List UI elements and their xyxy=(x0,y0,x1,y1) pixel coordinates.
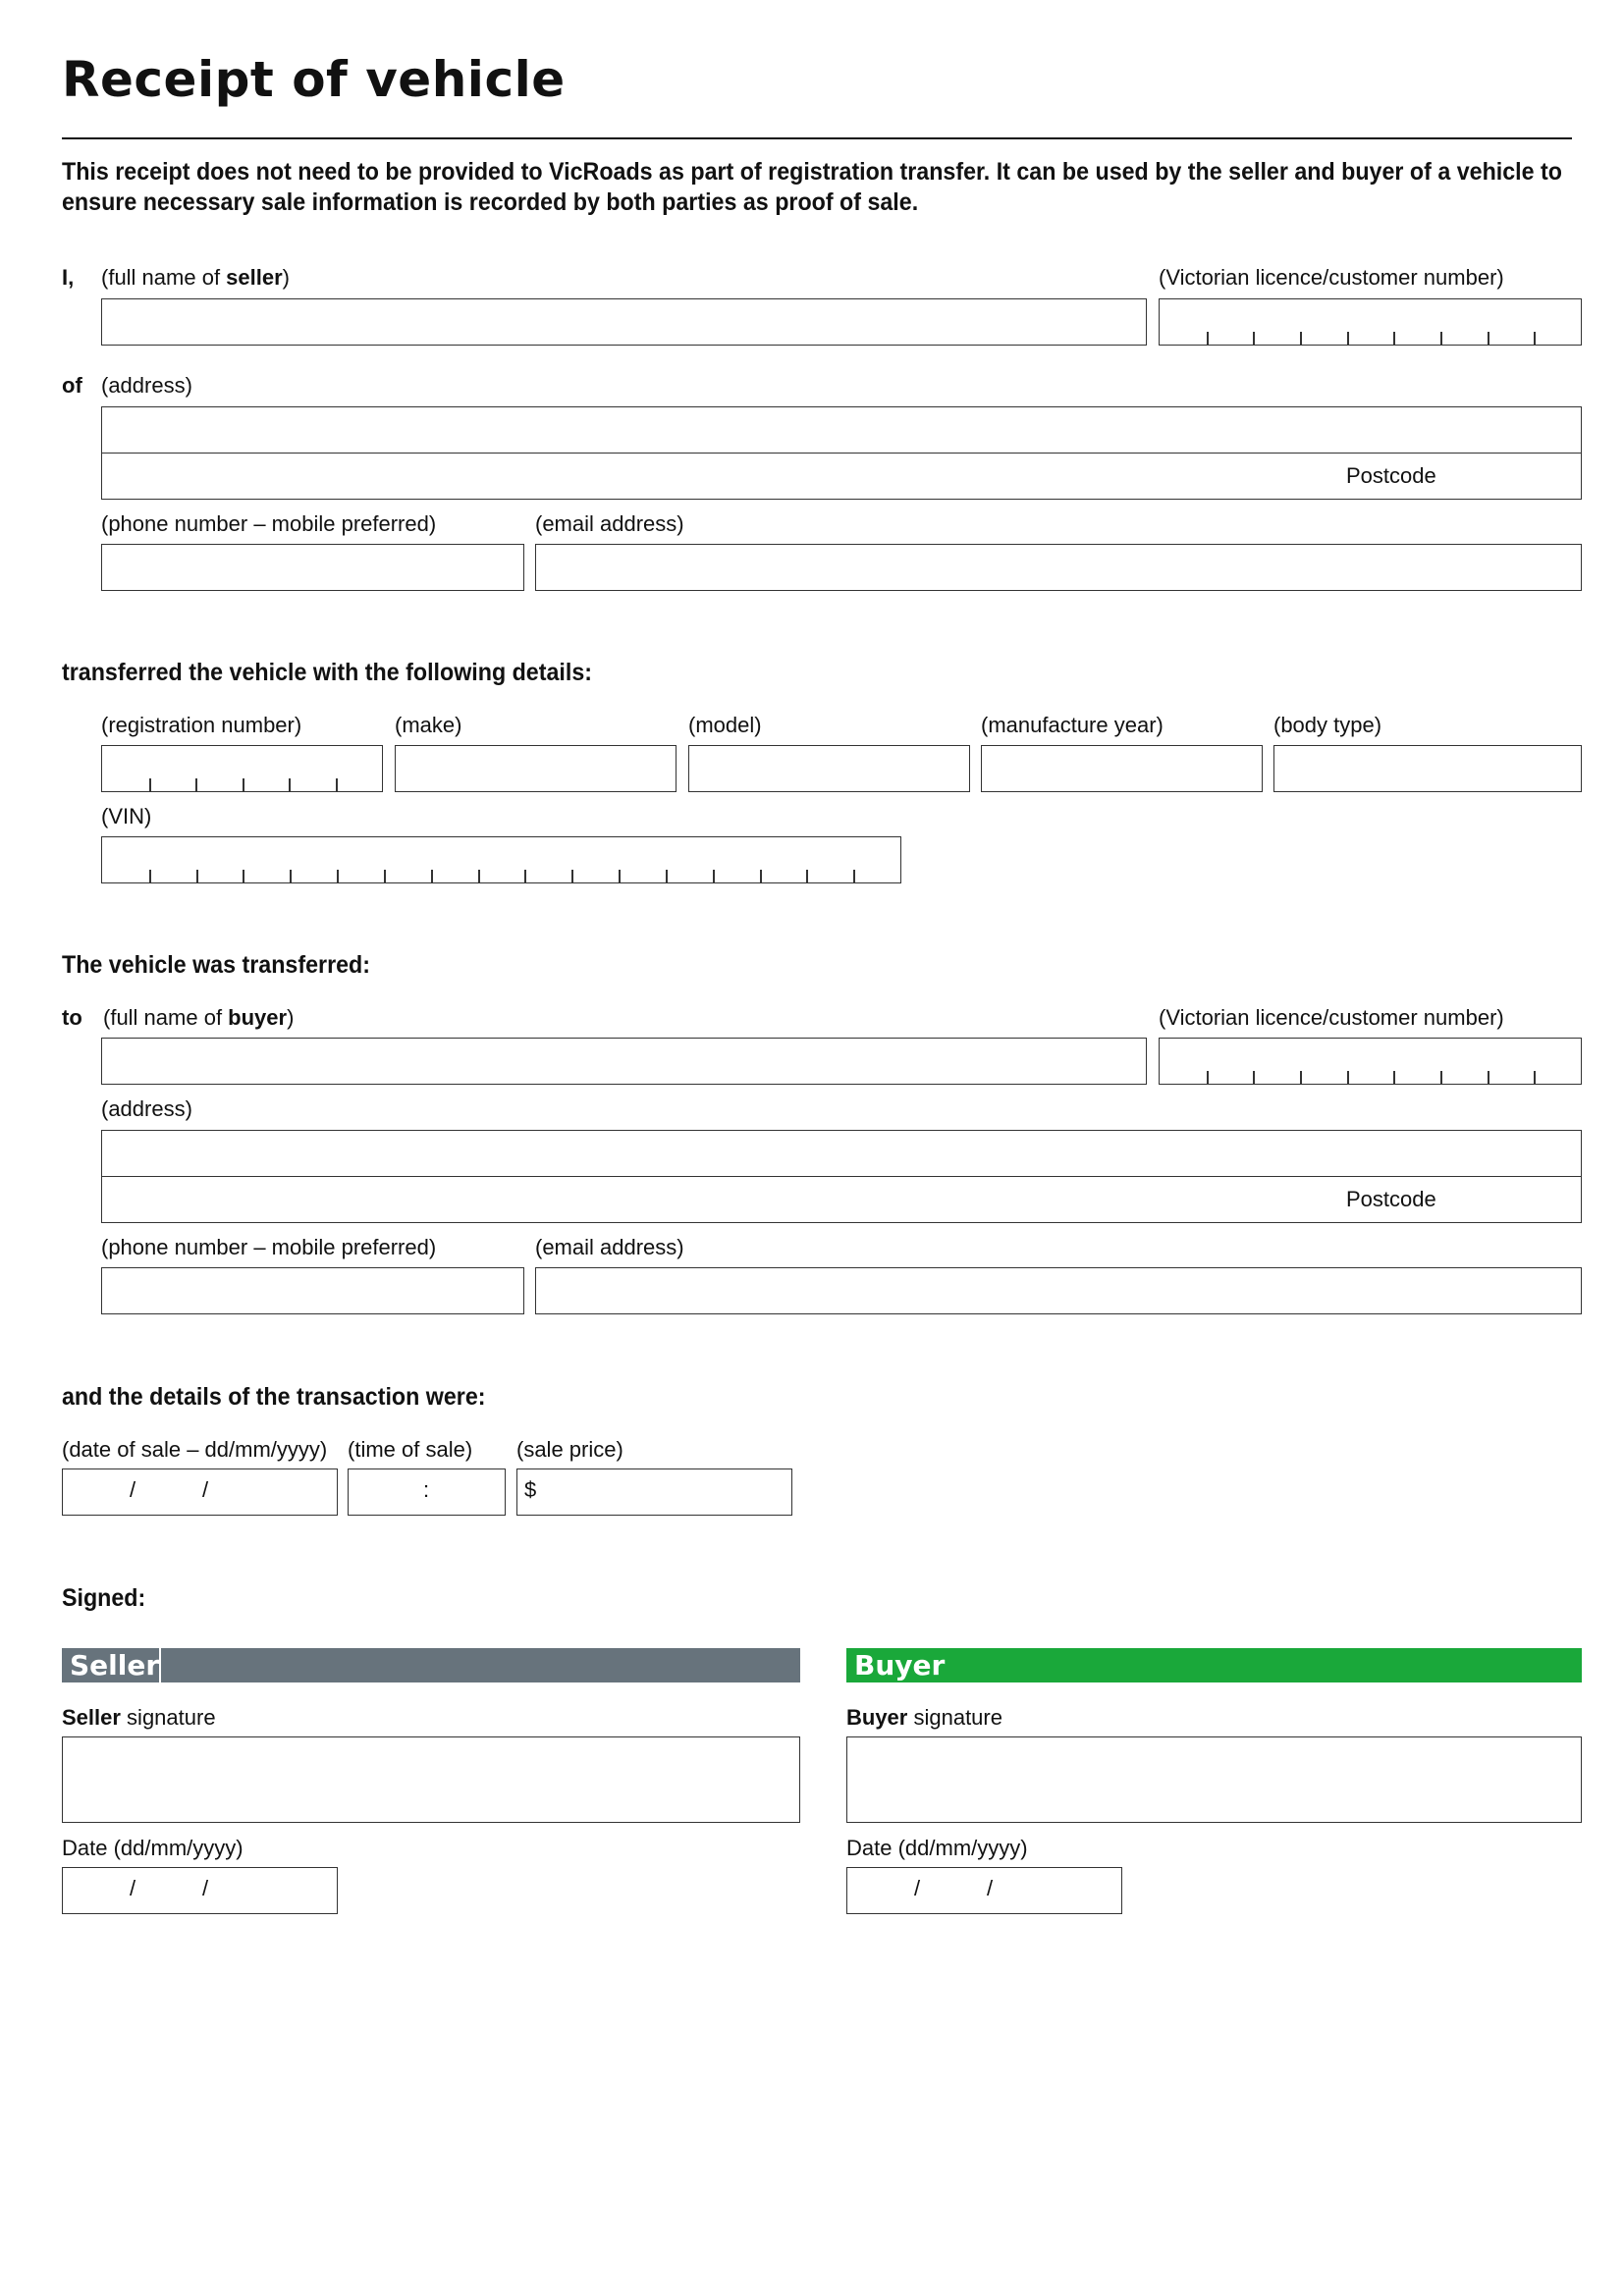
date-separator: / xyxy=(202,1876,209,1900)
currency-symbol: $ xyxy=(524,1477,537,1502)
buyer-heading: The vehicle was transferred: xyxy=(62,951,371,979)
seller-banner-label: Seller xyxy=(70,1649,160,1682)
prefix-of: of xyxy=(62,373,82,398)
date-separator: / xyxy=(130,1477,136,1502)
char-separator-tick xyxy=(290,870,292,882)
char-separator-tick xyxy=(853,870,855,882)
seller-email-label: (email address) xyxy=(535,511,684,536)
buyer-licence-label: (Victorian licence/customer number) xyxy=(1159,1005,1504,1030)
char-separator-tick xyxy=(337,870,339,882)
char-separator-tick xyxy=(478,870,480,882)
prefix-i: I, xyxy=(62,265,75,290)
body-type-field[interactable] xyxy=(1273,745,1582,792)
char-separator-tick xyxy=(1300,332,1302,345)
char-separator-tick xyxy=(243,778,244,791)
char-separator-tick xyxy=(1207,332,1209,345)
char-separator-tick xyxy=(1534,332,1536,345)
date-separator: / xyxy=(130,1876,136,1900)
year-field[interactable] xyxy=(981,745,1263,792)
buyer-phone-label: (phone number – mobile preferred) xyxy=(101,1235,437,1259)
char-separator-tick xyxy=(1347,332,1349,345)
seller-signature-field[interactable] xyxy=(62,1736,800,1823)
model-label: (model) xyxy=(688,713,762,737)
date-separator: / xyxy=(987,1876,994,1900)
seller-name-label: (full name of seller) xyxy=(101,265,290,290)
char-separator-tick xyxy=(1393,1071,1395,1084)
char-separator-tick xyxy=(666,870,668,882)
buyer-postcode-label: Postcode xyxy=(1346,1187,1436,1211)
seller-date-label: Date (dd/mm/yyyy) xyxy=(62,1836,244,1860)
seller-phone-label: (phone number – mobile preferred) xyxy=(101,511,437,536)
buyer-licence-field[interactable] xyxy=(1159,1038,1582,1085)
char-separator-tick xyxy=(571,870,573,882)
buyer-banner-label: Buyer xyxy=(854,1649,946,1682)
char-separator-tick xyxy=(1300,1071,1302,1084)
char-separator-tick xyxy=(806,870,808,882)
vehicle-heading: transferred the vehicle with the following details: xyxy=(62,659,593,686)
seller-date-field[interactable] xyxy=(62,1867,338,1914)
buyer-banner xyxy=(846,1648,1582,1682)
year-label: (manufacture year) xyxy=(981,713,1164,737)
char-separator-tick xyxy=(713,870,715,882)
char-separator-tick xyxy=(1393,332,1395,345)
buyer-address-label: (address) xyxy=(101,1096,192,1121)
char-separator-tick xyxy=(149,870,151,882)
transaction-heading: and the details of the transaction were: xyxy=(62,1383,486,1411)
char-separator-tick xyxy=(149,778,151,791)
seller-email-field[interactable] xyxy=(535,544,1582,591)
rego-label: (registration number) xyxy=(101,713,302,737)
buyer-address-line2[interactable] xyxy=(101,1176,1582,1223)
seller-name-field[interactable] xyxy=(101,298,1147,346)
model-field[interactable] xyxy=(688,745,970,792)
make-field[interactable] xyxy=(395,745,677,792)
char-separator-tick xyxy=(384,870,386,882)
banner-divider xyxy=(159,1648,161,1682)
sale-date-field[interactable] xyxy=(62,1468,338,1516)
char-separator-tick xyxy=(196,870,198,882)
sale-time-field[interactable] xyxy=(348,1468,506,1516)
seller-signature-label: Seller signature xyxy=(62,1705,216,1730)
seller-address-line2[interactable] xyxy=(101,453,1582,500)
char-separator-tick xyxy=(760,870,762,882)
intro-text: This receipt does not need to be provided to VicRoads as part of registration transfer. It can be used by the seller and buyer of a vehicle to ensure necessary sale information is recorded by both parties as proof of sale. xyxy=(62,158,1562,216)
seller-banner xyxy=(62,1648,800,1682)
prefix-to: to xyxy=(62,1005,82,1030)
buyer-email-field[interactable] xyxy=(535,1267,1582,1314)
char-separator-tick xyxy=(1488,332,1489,345)
sale-time-label: (time of sale) xyxy=(348,1437,473,1462)
seller-address-label: (address) xyxy=(101,373,192,398)
char-separator-tick xyxy=(1440,332,1442,345)
buyer-name-field[interactable] xyxy=(101,1038,1147,1085)
seller-licence-label: (Victorian licence/customer number) xyxy=(1159,265,1504,290)
buyer-date-label: Date (dd/mm/yyyy) xyxy=(846,1836,1028,1860)
char-separator-tick xyxy=(524,870,526,882)
buyer-address-line1[interactable] xyxy=(101,1130,1582,1177)
page-title: Receipt of vehicle xyxy=(62,51,566,108)
char-separator-tick xyxy=(431,870,433,882)
date-separator: / xyxy=(914,1876,921,1900)
char-separator-tick xyxy=(1253,1071,1255,1084)
char-separator-tick xyxy=(1440,1071,1442,1084)
vin-field[interactable] xyxy=(101,836,901,883)
body-type-label: (body type) xyxy=(1273,713,1382,737)
date-separator: / xyxy=(202,1477,209,1502)
buyer-phone-field[interactable] xyxy=(101,1267,524,1314)
char-separator-tick xyxy=(243,870,244,882)
sale-date-label: (date of sale – dd/mm/yyyy) xyxy=(62,1437,328,1462)
sale-price-field[interactable] xyxy=(516,1468,792,1516)
sale-price-label: (sale price) xyxy=(516,1437,623,1462)
seller-address-line1[interactable] xyxy=(101,406,1582,454)
char-separator-tick xyxy=(289,778,291,791)
vin-label: (VIN) xyxy=(101,804,152,828)
signed-heading: Signed: xyxy=(62,1584,146,1612)
time-separator: : xyxy=(423,1477,430,1502)
char-separator-tick xyxy=(336,778,338,791)
seller-licence-field[interactable] xyxy=(1159,298,1582,346)
rego-field[interactable] xyxy=(101,745,383,792)
char-separator-tick xyxy=(1253,332,1255,345)
seller-phone-field[interactable] xyxy=(101,544,524,591)
char-separator-tick xyxy=(1347,1071,1349,1084)
char-separator-tick xyxy=(1207,1071,1209,1084)
char-separator-tick xyxy=(619,870,621,882)
buyer-date-field[interactable] xyxy=(846,1867,1122,1914)
buyer-name-label: (full name of buyer) xyxy=(103,1005,295,1030)
char-separator-tick xyxy=(195,778,197,791)
make-label: (make) xyxy=(395,713,462,737)
seller-postcode-label: Postcode xyxy=(1346,463,1436,488)
title-rule xyxy=(62,137,1572,139)
buyer-email-label: (email address) xyxy=(535,1235,684,1259)
buyer-signature-field[interactable] xyxy=(846,1736,1582,1823)
char-separator-tick xyxy=(1534,1071,1536,1084)
char-separator-tick xyxy=(1488,1071,1489,1084)
buyer-signature-label: Buyer signature xyxy=(846,1705,1002,1730)
